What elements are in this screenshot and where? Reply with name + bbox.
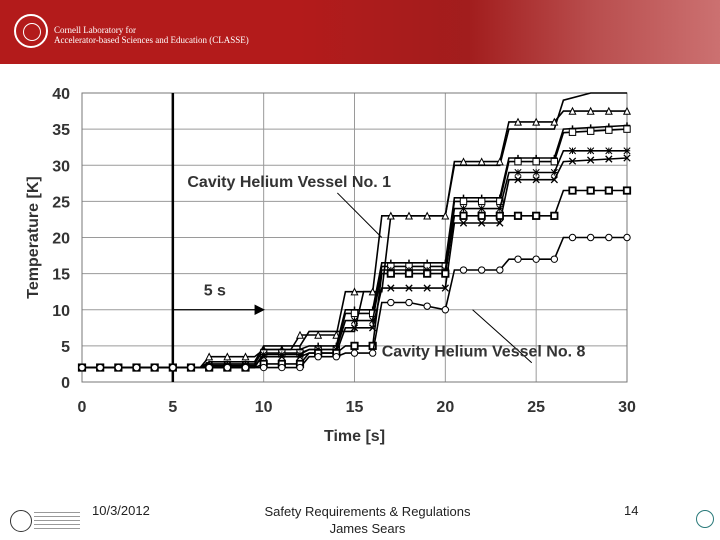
- x-tick-label: 25: [527, 399, 546, 416]
- data-point: [587, 187, 593, 193]
- data-point: [587, 148, 593, 154]
- y-axis-label: Temperature [K]: [25, 176, 42, 299]
- data-point: [551, 158, 557, 164]
- data-point: [133, 364, 139, 370]
- annotation-label: Cavity Helium Vessel No. 1: [187, 173, 392, 191]
- annotation-label: Cavity Helium Vessel No. 8: [381, 343, 586, 361]
- cornell-seal-icon: [14, 14, 48, 48]
- data-point: [460, 213, 466, 219]
- data-point: [351, 317, 357, 323]
- y-tick-label: 5: [61, 338, 70, 356]
- data-point: [460, 198, 466, 204]
- data-point: [478, 267, 484, 273]
- data-point: [551, 213, 557, 219]
- data-point: [569, 187, 575, 193]
- data-point: [297, 364, 303, 370]
- data-point: [424, 270, 430, 276]
- data-point: [624, 187, 630, 193]
- data-point: [442, 270, 448, 276]
- data-point: [315, 354, 321, 360]
- data-point: [624, 234, 630, 240]
- data-point: [478, 205, 484, 211]
- data-point: [624, 148, 630, 154]
- data-point: [79, 364, 85, 370]
- x-axis-label: Time [s]: [323, 428, 386, 445]
- x-tick-label: 20: [436, 399, 455, 416]
- y-tick-label: 20: [52, 230, 70, 248]
- data-point: [188, 364, 194, 370]
- org-name: [54, 25, 249, 45]
- data-point: [551, 256, 557, 262]
- data-point: [624, 126, 630, 132]
- data-point: [369, 350, 375, 356]
- annotation-arrow: [337, 193, 381, 238]
- data-point: [587, 234, 593, 240]
- data-point: [478, 198, 484, 204]
- data-point: [351, 343, 357, 349]
- data-point: [606, 234, 612, 240]
- data-point: [587, 128, 593, 134]
- data-point: [115, 364, 121, 370]
- footer-title: [255, 503, 480, 537]
- data-point: [569, 129, 575, 135]
- data-point: [388, 270, 394, 276]
- page-number: 14: [624, 503, 639, 518]
- org-name-line1: Cornell Laboratory for: [54, 25, 136, 35]
- annotation-label: 5 s: [203, 282, 226, 300]
- y-tick-label: 10: [52, 302, 70, 320]
- data-point: [279, 364, 285, 370]
- classe-logo-icon: [696, 510, 714, 528]
- data-point: [442, 307, 448, 313]
- cornell-footer-wordmark-icon: [34, 512, 80, 530]
- data-point: [224, 364, 230, 370]
- data-point: [606, 148, 612, 154]
- x-tick-label: 15: [345, 399, 364, 416]
- data-point: [333, 354, 339, 360]
- data-point: [569, 148, 575, 154]
- data-point: [460, 205, 466, 211]
- data-point: [388, 299, 394, 305]
- data-point: [97, 364, 103, 370]
- data-point: [606, 127, 612, 133]
- data-point: [515, 169, 521, 175]
- x-tick-label: 30: [618, 399, 636, 416]
- x-tick-label: 0: [77, 399, 87, 416]
- data-point: [260, 364, 266, 370]
- data-point: [533, 169, 539, 175]
- data-point: [533, 158, 539, 164]
- data-point: [533, 256, 539, 262]
- data-point: [351, 310, 357, 316]
- data-point: [170, 364, 176, 370]
- data-point: [533, 213, 539, 219]
- org-name-line2: Accelerator-based Sciences and Education (CLASSE): [54, 35, 249, 45]
- data-point: [424, 303, 430, 309]
- data-point: [569, 234, 575, 240]
- y-tick-label: 25: [52, 194, 70, 212]
- data-point: [515, 256, 521, 262]
- data-point: [515, 213, 521, 219]
- data-point: [206, 364, 212, 370]
- footer-date: 10/3/2012: [92, 503, 150, 518]
- y-tick-label: 0: [61, 375, 70, 392]
- data-point: [406, 270, 412, 276]
- data-point: [478, 213, 484, 219]
- y-tick-label: 40: [52, 86, 70, 103]
- data-point: [460, 267, 466, 273]
- data-point: [606, 187, 612, 193]
- data-point: [406, 299, 412, 305]
- footer-title-line1: Safety Requirements & Regulations: [264, 504, 471, 519]
- data-point: [497, 267, 503, 273]
- header-banner: [0, 0, 720, 64]
- accelerator-photo: [300, 0, 720, 64]
- data-point: [242, 364, 248, 370]
- x-tick-label: 5: [168, 399, 178, 416]
- y-tick-label: 15: [52, 266, 70, 284]
- y-tick-label: 35: [52, 122, 70, 140]
- temperature-chart: [0, 64, 720, 474]
- data-point: [151, 364, 157, 370]
- cornell-footer-seal-icon: [10, 510, 32, 532]
- footer-title-line2: James Sears: [329, 521, 406, 536]
- data-point: [351, 350, 357, 356]
- data-point: [515, 158, 521, 164]
- y-tick-label: 30: [52, 158, 70, 176]
- data-point: [497, 213, 503, 219]
- x-tick-label: 10: [254, 399, 273, 416]
